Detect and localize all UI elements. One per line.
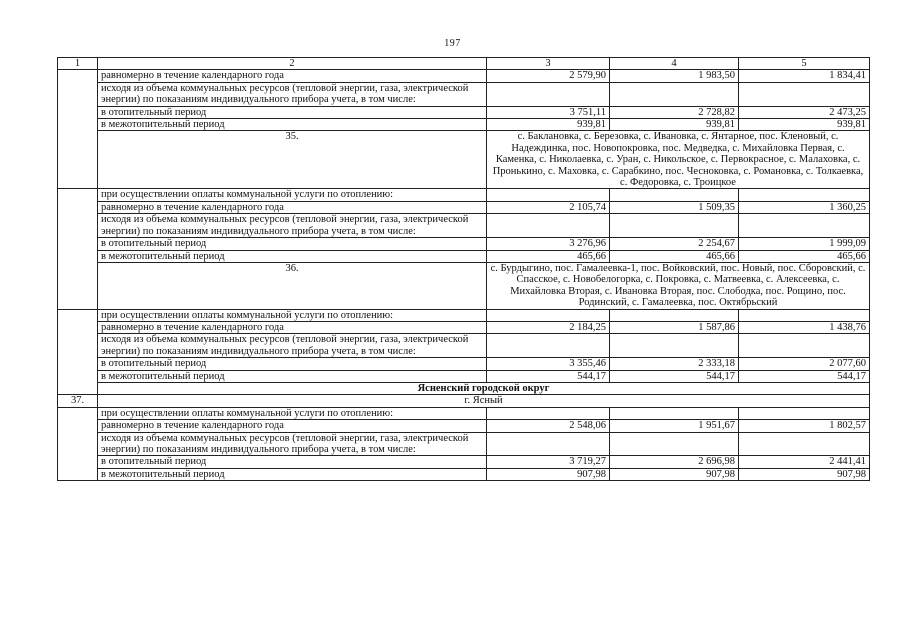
table-row <box>58 456 870 468</box>
value-cell: 465,66 <box>487 250 610 262</box>
row-label: в межотопительный период <box>98 250 487 262</box>
value-cell: 2 077,60 <box>739 358 870 370</box>
table-row <box>58 358 870 370</box>
table-row <box>58 432 870 456</box>
table-row <box>58 119 870 131</box>
table-row <box>58 407 870 419</box>
value-cell: 465,66 <box>739 250 870 262</box>
value-cell: 2 696,98 <box>610 456 739 468</box>
table-row <box>58 334 870 358</box>
row-label: в отопительный период <box>98 106 487 118</box>
empty-index-cell <box>58 70 98 189</box>
locality-row <box>58 131 870 189</box>
table-row <box>58 82 870 106</box>
header-cell: 1 <box>58 58 98 70</box>
value-cell: 907,98 <box>487 468 610 480</box>
value-cell: 907,98 <box>610 468 739 480</box>
value-cell: 3 276,96 <box>487 238 610 250</box>
value-cell: 2 333,18 <box>610 358 739 370</box>
value-cell: 2 184,25 <box>487 321 610 333</box>
value-cell: 939,81 <box>610 119 739 131</box>
header-cell: 2 <box>98 58 487 70</box>
value-cell: 544,17 <box>739 370 870 382</box>
table-row <box>58 238 870 250</box>
region-row <box>58 382 870 394</box>
value-cell: 3 751,11 <box>487 106 610 118</box>
value-cell: 3 355,46 <box>487 358 610 370</box>
row-label: в межотопительный период <box>98 119 487 131</box>
value-cell: 939,81 <box>487 119 610 131</box>
value-cell: 2 441,41 <box>739 456 870 468</box>
header-cell: 3 <box>487 58 610 70</box>
value-cell: 1 983,50 <box>610 70 739 82</box>
value-cell: 907,98 <box>739 468 870 480</box>
table-row <box>58 250 870 262</box>
locality-row <box>58 262 870 309</box>
table-row <box>58 189 870 201</box>
table-row <box>58 468 870 480</box>
value-cell: 939,81 <box>739 119 870 131</box>
value-cell: 2 254,67 <box>610 238 739 250</box>
table-row <box>58 370 870 382</box>
table-row <box>58 70 870 82</box>
row-label: при осуществлении оплаты коммунальной услуги по отоплению: <box>98 189 487 201</box>
header-cell: 5 <box>739 58 870 70</box>
row-label: равномерно в течение календарного года <box>98 420 487 432</box>
locality-list: с. Бурдыгино, пос. Гамалеевка-1, пос. Войковский, пос. Новый, пос. Сборовский, с. Спасское, с. Новобелогорка, с. Покровка, с. Матвеевка, с. Алексеевка, с. Михайловка Вторая, с. Ивановка Вторая, пос. Слободка, пос. Рощино, пос. Родинский, с. Гамалеевка, пос. Октябрьский <box>487 262 870 309</box>
locality-row <box>58 395 870 407</box>
table-row <box>58 309 870 321</box>
value-cell: 1 438,76 <box>739 321 870 333</box>
row-label: исходя из объема коммунальных ресурсов (тепловой энергии, газа, электрической энергии) по показаниям индивидуального прибора учета, в том числе: <box>98 432 487 456</box>
locality-list: г. Ясный <box>98 395 870 407</box>
header-cell: 4 <box>610 58 739 70</box>
row-label: в отопительный период <box>98 358 487 370</box>
value-cell: 2 105,74 <box>487 201 610 213</box>
table-row <box>58 420 870 432</box>
table-row <box>58 106 870 118</box>
table-row <box>58 321 870 333</box>
page-number: 197 <box>444 38 461 49</box>
empty-index-cell <box>58 189 98 309</box>
value-cell: 2 473,25 <box>739 106 870 118</box>
value-cell: 1 587,86 <box>610 321 739 333</box>
row-label: равномерно в течение календарного года <box>98 70 487 82</box>
value-cell: 1 802,57 <box>739 420 870 432</box>
value-cell: 2 579,90 <box>487 70 610 82</box>
entry-index: 35. <box>98 131 487 189</box>
header-row <box>58 58 870 70</box>
row-label: исходя из объема коммунальных ресурсов (тепловой энергии, газа, электрической энергии) по показаниям индивидуального прибора учета, в том числе: <box>98 214 487 238</box>
value-cell: 544,17 <box>487 370 610 382</box>
value-cell: 1 834,41 <box>739 70 870 82</box>
empty-index-cell <box>58 309 98 395</box>
value-cell: 3 719,27 <box>487 456 610 468</box>
region-heading: Ясненский городской округ <box>98 382 870 394</box>
value-cell: 1 951,67 <box>610 420 739 432</box>
row-label: при осуществлении оплаты коммунальной услуги по отоплению: <box>98 407 487 419</box>
table-row <box>58 214 870 238</box>
tariff-table <box>57 57 870 481</box>
row-label: в отопительный период <box>98 238 487 250</box>
value-cell: 1 360,25 <box>739 201 870 213</box>
row-label: равномерно в течение календарного года <box>98 321 487 333</box>
locality-list: с. Баклановка, с. Березовка, с. Ивановка, с. Янтарное, пос. Кленовый, с. Надеждинка, пос. Новопокровка, пос. Медведка, с. Михайловка Первая, с. Каменка, с. Николаевка, с. Уран, с. Никольское, с. Первокрасное, с. Малаховка, с. Пронькино, с. Маховка, с. Сарабкино, пос. Чесноковка, с. Романовка, с. Толкаевка, с. Федоровка, с. Троицкое <box>487 131 870 189</box>
value-cell: 544,17 <box>610 370 739 382</box>
row-label: в межотопительный период <box>98 468 487 480</box>
value-cell: 1 999,09 <box>739 238 870 250</box>
value-cell: 2 548,06 <box>487 420 610 432</box>
table-row <box>58 201 870 213</box>
row-label: при осуществлении оплаты коммунальной услуги по отоплению: <box>98 309 487 321</box>
row-label: исходя из объема коммунальных ресурсов (тепловой энергии, газа, электрической энергии) по показаниям индивидуального прибора учета, в том числе: <box>98 334 487 358</box>
value-cell: 2 728,82 <box>610 106 739 118</box>
entry-index: 36. <box>98 262 487 309</box>
row-label: равномерно в течение календарного года <box>98 201 487 213</box>
empty-index-cell <box>58 407 98 480</box>
value-cell: 1 509,35 <box>610 201 739 213</box>
row-label: исходя из объема коммунальных ресурсов (тепловой энергии, газа, электрической энергии) по показаниям индивидуального прибора учета, в том числе: <box>98 82 487 106</box>
row-label: в межотопительный период <box>98 370 487 382</box>
entry-index: 37. <box>58 395 98 407</box>
row-label: в отопительный период <box>98 456 487 468</box>
value-cell: 465,66 <box>610 250 739 262</box>
